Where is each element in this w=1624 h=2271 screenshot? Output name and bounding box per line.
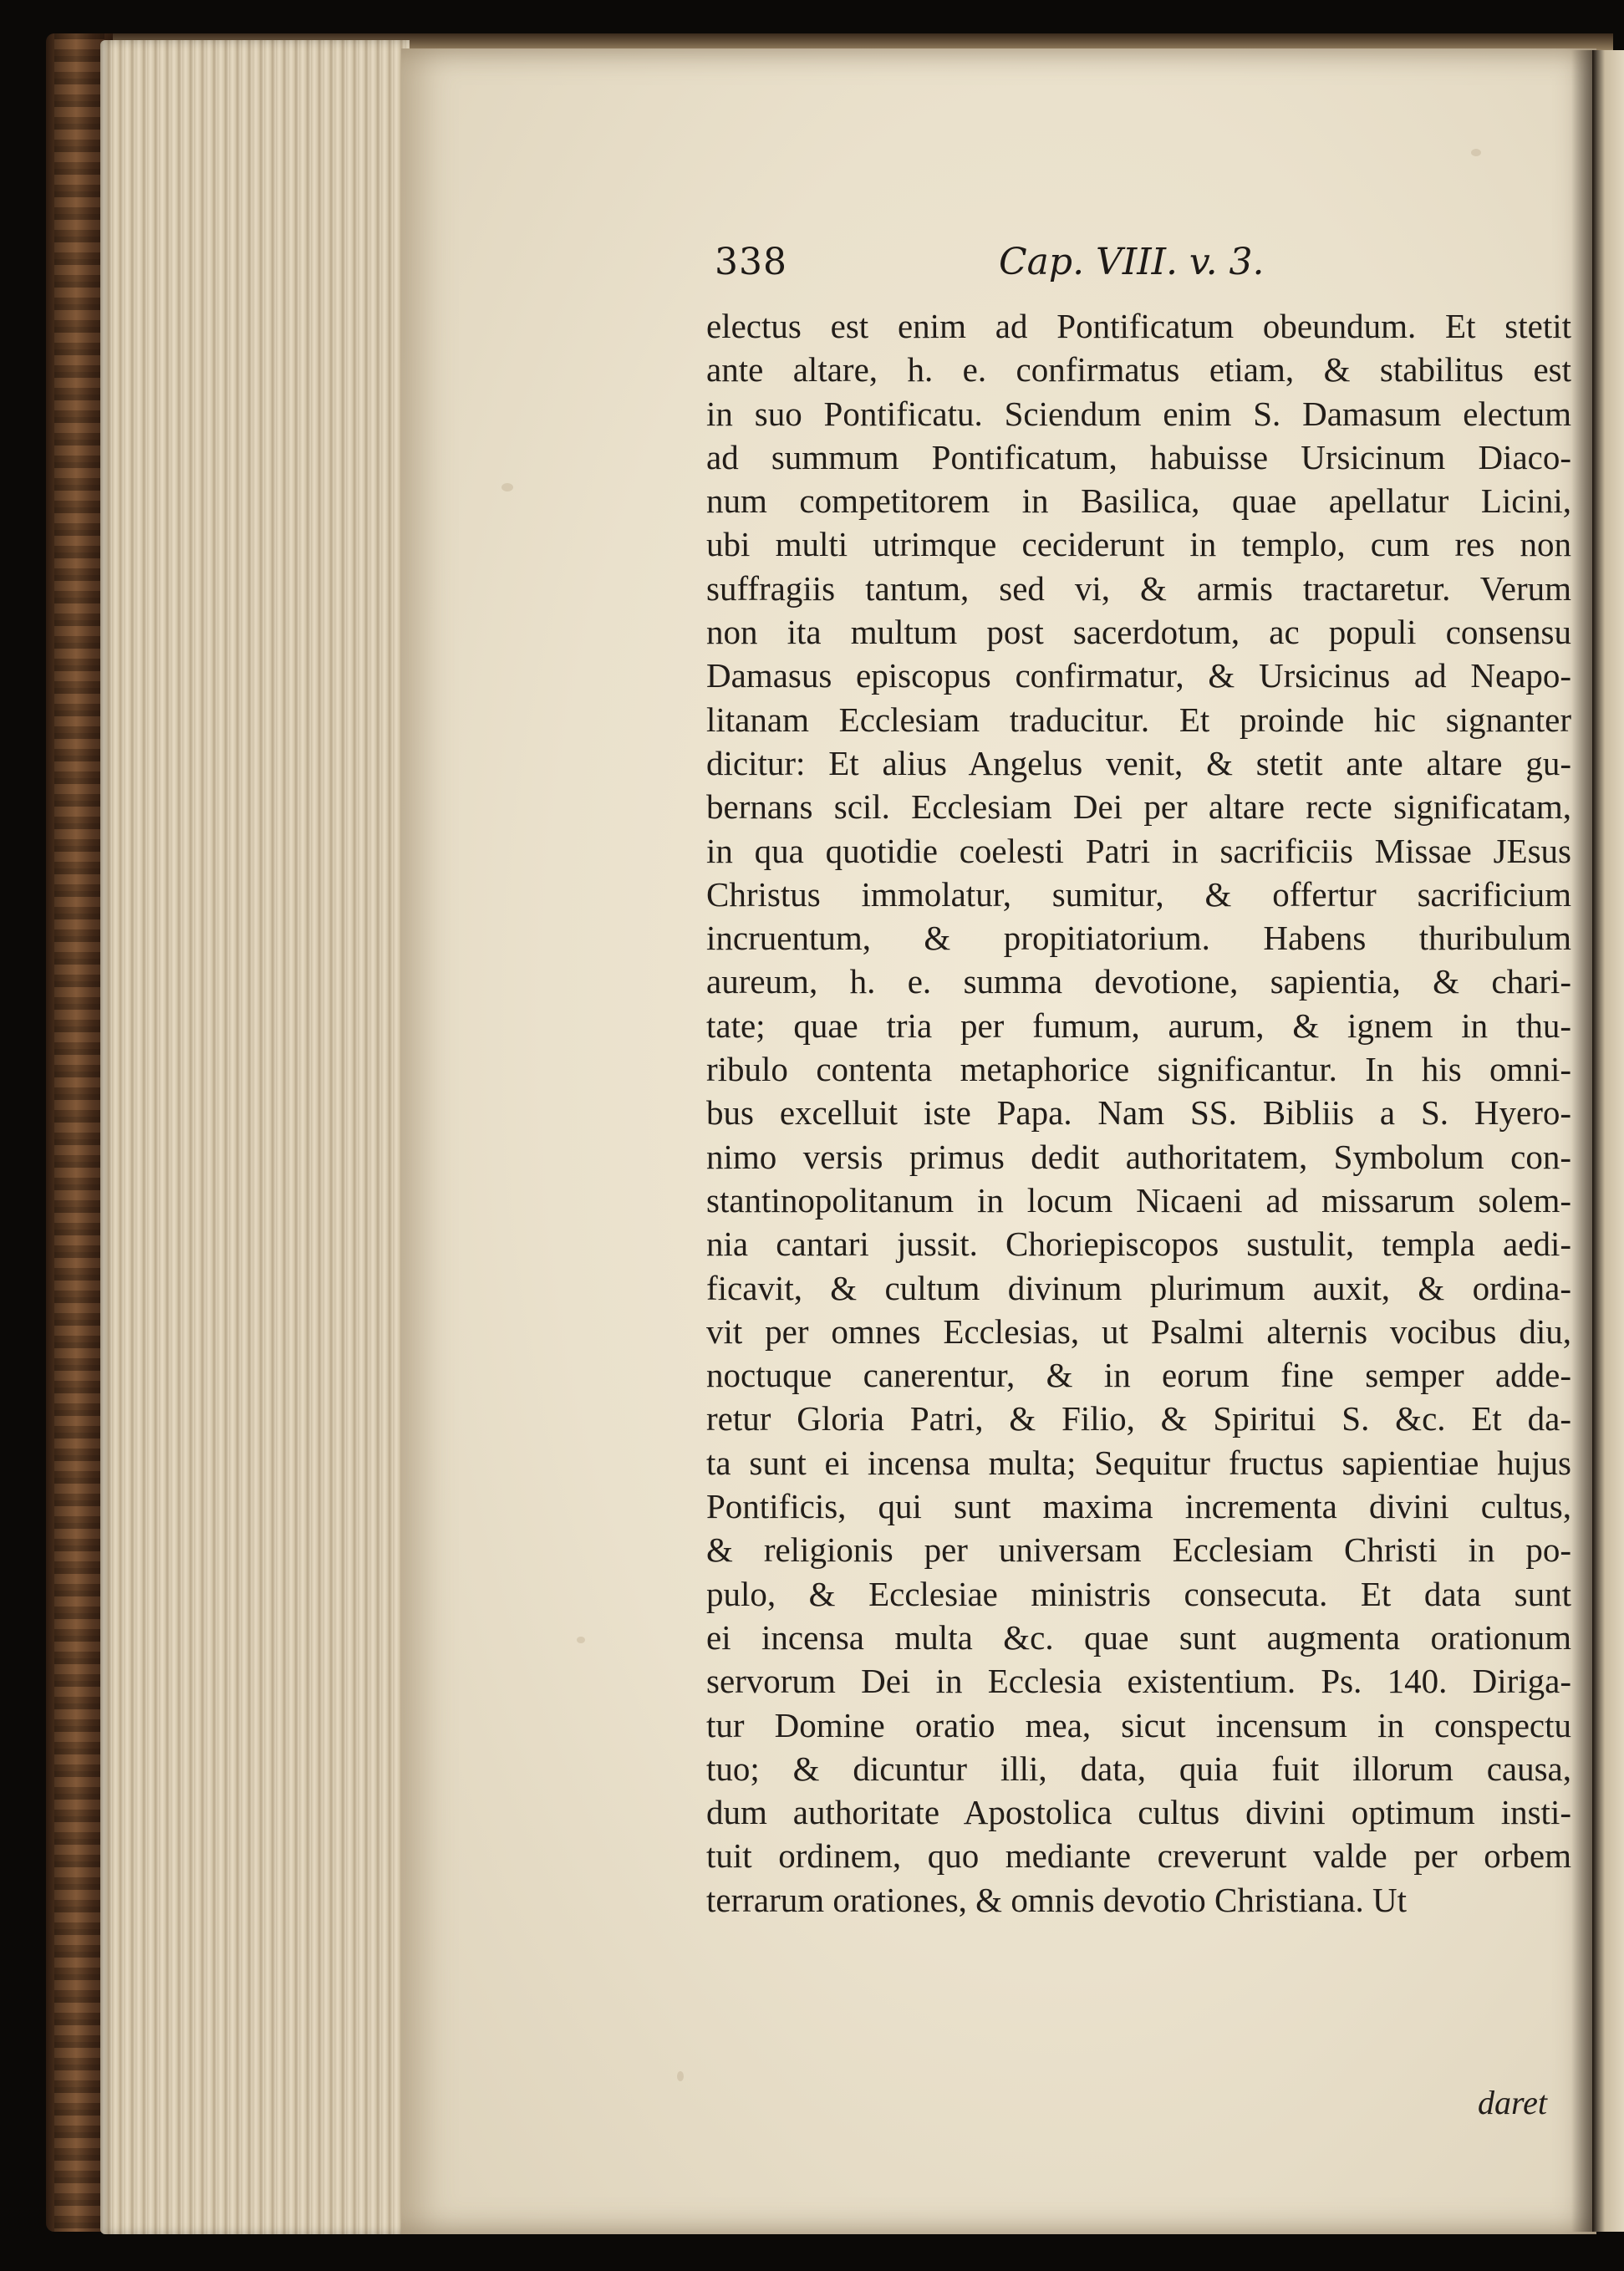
text-line: retur Gloria Patri, & Filio, & Spiritui S. &c. Et da- xyxy=(706,1399,1571,1438)
text-line: tur Domine oratio mea, sicut incensum in conspectu xyxy=(706,1705,1571,1744)
page-edges-stack xyxy=(100,40,410,2234)
text-line: in qua quotidie coelesti Patri in sacrificiis Missae JEsus xyxy=(706,831,1571,870)
text-line: vit per omnes Ecclesias, ut Psalmi alternis vocibus diu, xyxy=(706,1311,1571,1351)
page-number: 338 xyxy=(715,241,787,283)
text-line: suffragiis tantum, sed vi, & armis tractaretur. Verum xyxy=(706,568,1571,608)
text-line: nia cantari jussit. Choriepiscopos sustulit, templa aedi- xyxy=(706,1225,1571,1264)
body-text xyxy=(706,304,1571,1922)
text-line: terrarum orationes, & omnis devotio Christiana. Ut xyxy=(706,1880,1408,1919)
text-line: ante altare, h. e. confirmatus etiam, & stabilitus est xyxy=(706,350,1571,390)
text-line: & religionis per universam Ecclesiam Christi in po- xyxy=(706,1530,1571,1570)
text-line: servorum Dei in Ecclesia existentium. Ps. 140. Diriga- xyxy=(706,1662,1571,1701)
page-header xyxy=(715,241,1567,299)
text-line: electus est enim ad Pontificatum obeundum. Et stetit xyxy=(706,307,1571,345)
text-line: ta sunt ei incensa multa; Sequitur fructus sapientiae hujus xyxy=(706,1443,1571,1482)
catchword: daret xyxy=(1478,2084,1547,2121)
text-line: dum authoritate Apostolica cultus divini optimum insti- xyxy=(706,1793,1571,1832)
text-line: ribulo contenta metaphorice significantur. In his omni- xyxy=(706,1050,1571,1089)
text-line: num competitorem in Basilica, quae apellatur Licini, xyxy=(706,481,1571,521)
text-line: Damasus episcopus confirmatur, & Ursicinus ad Neapo- xyxy=(706,656,1571,695)
text-line: ei incensa multa &c. quae sunt augmenta orationum xyxy=(706,1617,1571,1657)
text-line: tate; quae tria per fumum, aurum, & ignem in thu- xyxy=(706,1006,1571,1045)
text-line: dicitur: Et alius Angelus venit, & stetit ante altare gu- xyxy=(706,743,1571,782)
text-line: bus excelluit iste Papa. Nam SS. Bibliis a S. Hyero- xyxy=(706,1093,1571,1133)
text-line: noctuque canerentur, & in eorum fine semper adde- xyxy=(706,1356,1571,1395)
text-line: pulo, & Ecclesiae ministris consecuta. Et data sunt xyxy=(706,1574,1571,1613)
text-line: nimo versis primus dedit authoritatem, Symbolum con- xyxy=(706,1137,1571,1176)
text-line: litanam Ecclesiam traducitur. Et proinde hic signanter xyxy=(706,700,1571,739)
text-line: ficavit, & cultum divinum plurimum auxit, & ordina- xyxy=(706,1268,1571,1307)
text-line: bernans scil. Ecclesiam Dei per altare recte significatam, xyxy=(706,787,1571,827)
text-line: in suo Pontificatu. Sciendum enim S. Damasum electum xyxy=(706,394,1571,433)
running-head: Cap. VIII. v. 3. xyxy=(999,241,1265,283)
text-line: ubi multi utrimque ceciderunt in templo, cum res non xyxy=(706,525,1571,564)
text-line: tuit ordinem, quo mediante creverunt valde per orbem xyxy=(706,1836,1571,1876)
text-line: incruentum, & propitiatorium. Habens thuribulum xyxy=(706,919,1571,958)
text-line: ad summum Pontificatum, habuisse Ursicinum Diaco- xyxy=(706,437,1571,476)
text-line: stantinopolitanum in locum Nicaeni ad missarum solem- xyxy=(706,1180,1571,1220)
next-page-fragment xyxy=(1592,50,1624,2232)
text-line: Pontificis, qui sunt maxima incrementa divini cultus, xyxy=(706,1487,1571,1526)
text-line: non ita multum post sacerdotum, ac populi consensu xyxy=(706,613,1571,652)
text-line: Christus immolatur, sumitur, & offertur sacrificium xyxy=(706,874,1571,914)
text-line: aureum, h. e. summa devotione, sapientia, & chari- xyxy=(706,962,1571,1001)
text-line: tuo; & dicuntur illi, data, quia fuit illorum causa, xyxy=(706,1749,1571,1788)
